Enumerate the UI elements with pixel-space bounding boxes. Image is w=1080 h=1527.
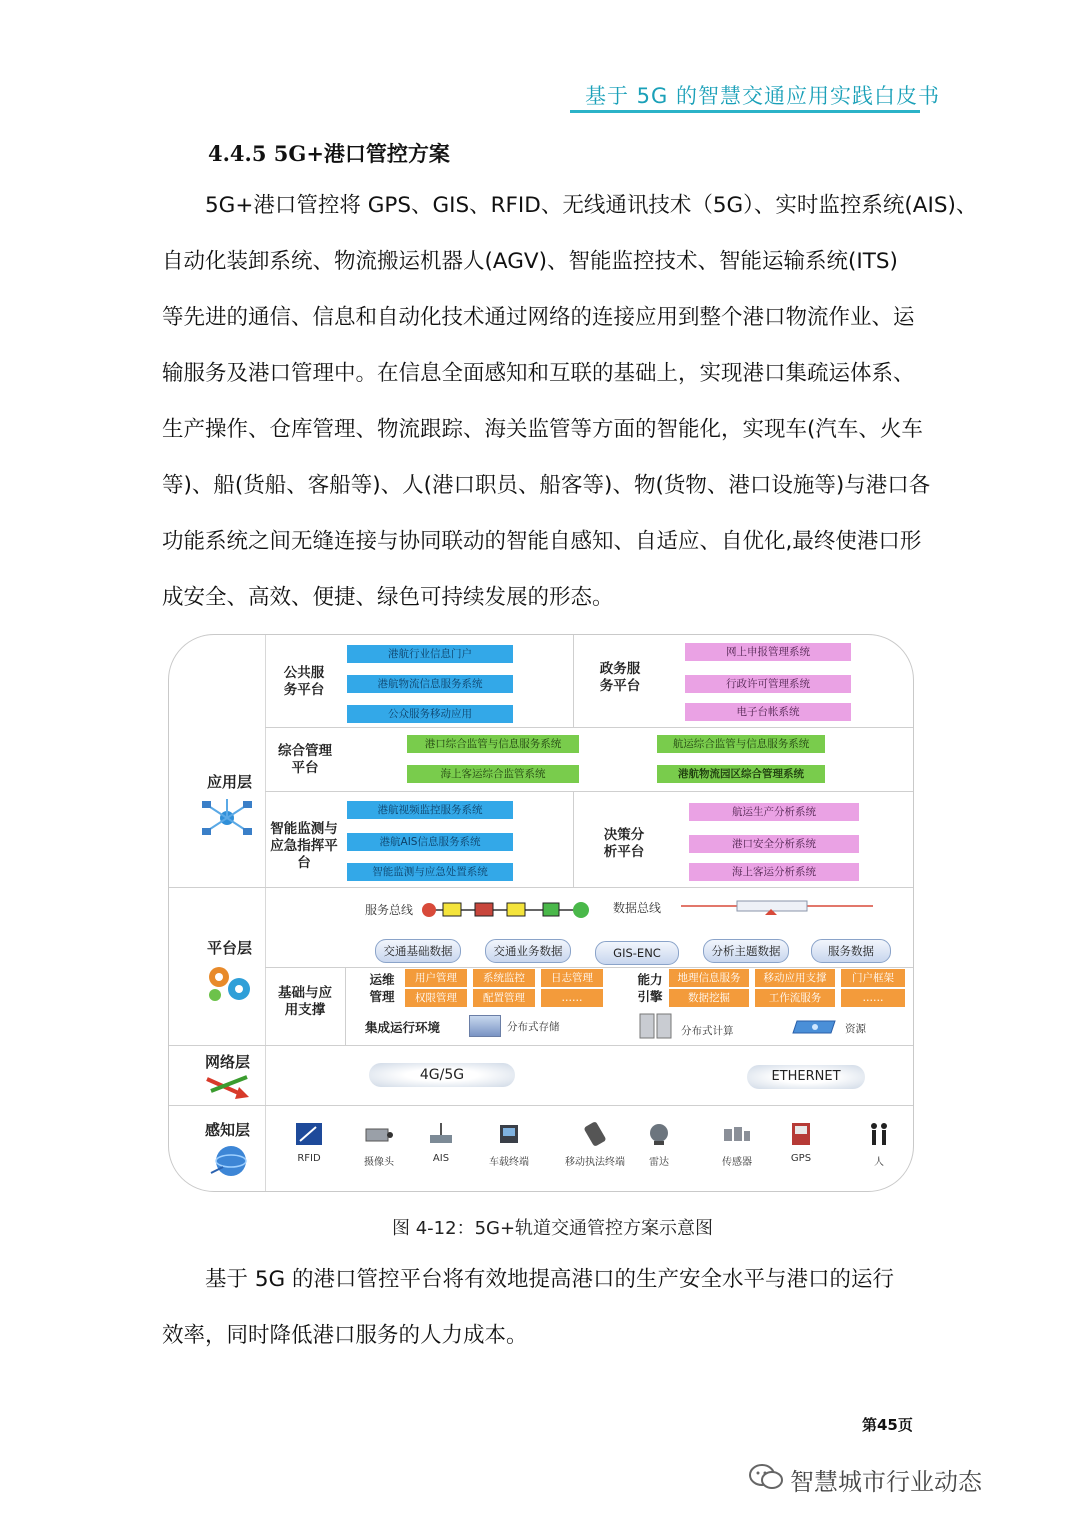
header-rule [570, 110, 920, 113]
data-bus-diagram [677, 897, 877, 923]
decision-platform-label: 决策分析平台 [603, 827, 645, 860]
ops-item: 日志管理 [541, 969, 603, 987]
resource-icon [791, 1017, 839, 1035]
sensor-icon [722, 1121, 752, 1147]
engine-label: 能力引擎 [637, 972, 663, 1004]
public-item: 港航物流信息服务系统 [347, 675, 513, 693]
gov-platform-label: 政务服务平台 [599, 661, 641, 694]
paragraph-line: 功能系统之间无缝连接与协同联动的智能自感知、自适应、自优化,最终使港口形 [162, 529, 922, 554]
comp-item: 港航物流园区综合管理系统 [657, 765, 825, 783]
layer-platform: 平台层 [207, 939, 253, 957]
service-bus-label: 服务总线 [365, 903, 414, 917]
device-label: 移动执法终端 [565, 1157, 625, 1168]
server-icon [639, 1013, 673, 1039]
service-bus-diagram [419, 899, 595, 921]
public-platform-label: 公共服务平台 [283, 665, 325, 698]
device-label: 传感器 [722, 1157, 752, 1168]
section-title: 4.4.5 5G+港口管控方案 [208, 141, 450, 166]
decision-item: 海上客运分析系统 [689, 863, 859, 881]
monitor-item: 港航AIS信息服务系统 [347, 833, 513, 851]
header-title: 基于 5G 的智慧交通应用实践白皮书 [585, 84, 940, 108]
wechat-icon [748, 1462, 784, 1492]
network-icon [201, 797, 253, 839]
ops-item: 系统监控 [473, 969, 535, 987]
device-label: 雷达 [649, 1157, 669, 1168]
mobile-terminal-icon [580, 1121, 610, 1147]
comp-platform-label: 综合管理平台 [278, 743, 332, 776]
figure-caption: 图 4-12：5G+轨道交通管控方案示意图 [392, 1218, 714, 1239]
storage-icon [469, 1015, 501, 1037]
monitor-item: 港航视频监控服务系统 [347, 801, 513, 819]
env-item: 分布式计算 [681, 1025, 734, 1037]
network-cloud-ethernet: ETHERNET [747, 1065, 865, 1089]
engine-item: 移动应用支撑 [755, 969, 835, 987]
radar-icon [644, 1121, 674, 1147]
paragraph-line: 等先进的通信、信息和自动化技术通过网络的连接应用到整个港口物流作业、运 [162, 305, 915, 330]
monitor-item: 智能监测与应急处置系统 [347, 863, 513, 881]
paragraph-1 [162, 178, 978, 626]
gps-icon [786, 1121, 816, 1147]
ops-item: …… [541, 989, 603, 1007]
layer-perception: 感知层 [205, 1121, 251, 1139]
monitor-platform-label: 智能监测与应急指挥平台 [270, 821, 338, 871]
engine-item: …… [841, 989, 905, 1007]
device-radar [629, 1121, 689, 1168]
paragraph-2 [162, 1252, 922, 1364]
engine-item: 数据挖掘 [669, 989, 749, 1007]
paragraph-line: 成安全、高效、便捷、绿色可持续发展的形态。 [162, 585, 614, 610]
data-pill: 交通基础数据 [375, 939, 461, 963]
device-camera [349, 1121, 409, 1168]
data-pill: GIS-ENC [595, 941, 679, 965]
paragraph-line: 等)、船(货船、客船等)、人(港口职员、船客等)、物(货物、港口设施等)与港口各 [162, 473, 931, 498]
ops-label: 运维管理 [369, 972, 395, 1004]
gov-item: 电子台帐系统 [685, 703, 851, 721]
device-sensor [707, 1121, 767, 1168]
device-person [849, 1121, 909, 1168]
comp-item: 港口综合监管与信息服务系统 [407, 735, 579, 753]
engine-item: 地理信息服务 [669, 969, 749, 987]
rfid-icon [294, 1121, 324, 1147]
network-cloud-4g5g: 4G/5G [369, 1063, 515, 1087]
architecture-figure [168, 634, 914, 1192]
env-item: 资源 [845, 1023, 866, 1035]
device-label: 摄像头 [364, 1157, 394, 1168]
comp-item: 航运综合监管与信息服务系统 [657, 735, 825, 753]
device-rfid [279, 1121, 339, 1164]
public-item: 公众服务移动应用 [347, 705, 513, 723]
engine-item: 工作流服务 [755, 989, 835, 1007]
page-number: 第45页 [862, 1416, 913, 1434]
device-vehicle-terminal [479, 1121, 539, 1168]
data-bus-label: 数据总线 [613, 901, 662, 915]
device-gps [771, 1121, 831, 1164]
paragraph-line: 基于 5G 的港口管控平台将有效地提高港口的生产安全水平与港口的运行 [162, 1267, 895, 1292]
device-mobile-enforcement [555, 1121, 635, 1168]
device-label: AIS [432, 1153, 450, 1164]
paragraph-line: 输服务及港口管理中。在信息全面感知和互联的基础上，实现港口集疏运体系、 [162, 361, 915, 386]
data-pill: 服务数据 [811, 939, 891, 963]
layer-app: 应用层 [207, 773, 253, 791]
support-label: 基础与应用支撑 [278, 985, 332, 1018]
decision-item: 港口安全分析系统 [689, 835, 859, 853]
env-item: 分布式存储 [507, 1021, 560, 1033]
watermark: 智慧城市行业动态 [790, 1468, 982, 1496]
gear-icon [203, 961, 255, 1003]
layer-column [169, 635, 266, 1191]
device-label: GPS [790, 1153, 812, 1164]
data-pill: 分析主题数据 [703, 939, 789, 963]
gov-item: 行政许可管理系统 [685, 675, 851, 693]
data-pill: 交通业务数据 [485, 939, 571, 963]
ops-item: 用户管理 [405, 969, 467, 987]
decision-item: 航运生产分析系统 [689, 803, 859, 821]
comp-item: 海上客运综合监管系统 [407, 765, 579, 783]
globe-icon [209, 1143, 249, 1179]
person-icon [864, 1121, 894, 1147]
device-label: RFID [297, 1153, 321, 1164]
paragraph-line: 自动化装卸系统、物流搬运机器人(AGV)、智能监控技术、智能运输系统(ITS) [162, 249, 898, 274]
layer-network: 网络层 [205, 1053, 251, 1071]
ops-item: 配置管理 [473, 989, 535, 1007]
ais-icon [426, 1121, 456, 1147]
paragraph-line: 效率，同时降低港口服务的人力成本。 [162, 1323, 528, 1348]
engine-item: 门户框架 [841, 969, 905, 987]
public-item: 港航行业信息门户 [347, 645, 513, 663]
paragraph-line: 5G+港口管控将 GPS、GIS、RFID、无线通讯技术（5G）、实时监控系统(AIS)、 [162, 193, 978, 218]
device-ais [411, 1121, 471, 1164]
camera-icon [364, 1121, 394, 1147]
paragraph-line: 生产操作、仓库管理、物流跟踪、海关监管等方面的智能化，实现车(汽车、火车 [162, 417, 923, 442]
device-label: 车载终端 [489, 1157, 529, 1168]
arrows-icon [203, 1073, 257, 1103]
env-label: 集成运行环境 [365, 1020, 441, 1035]
device-label: 人 [874, 1157, 884, 1168]
ops-item: 权限管理 [405, 989, 467, 1007]
gov-item: 网上申报管理系统 [685, 643, 851, 661]
vehicle-terminal-icon [494, 1121, 524, 1147]
